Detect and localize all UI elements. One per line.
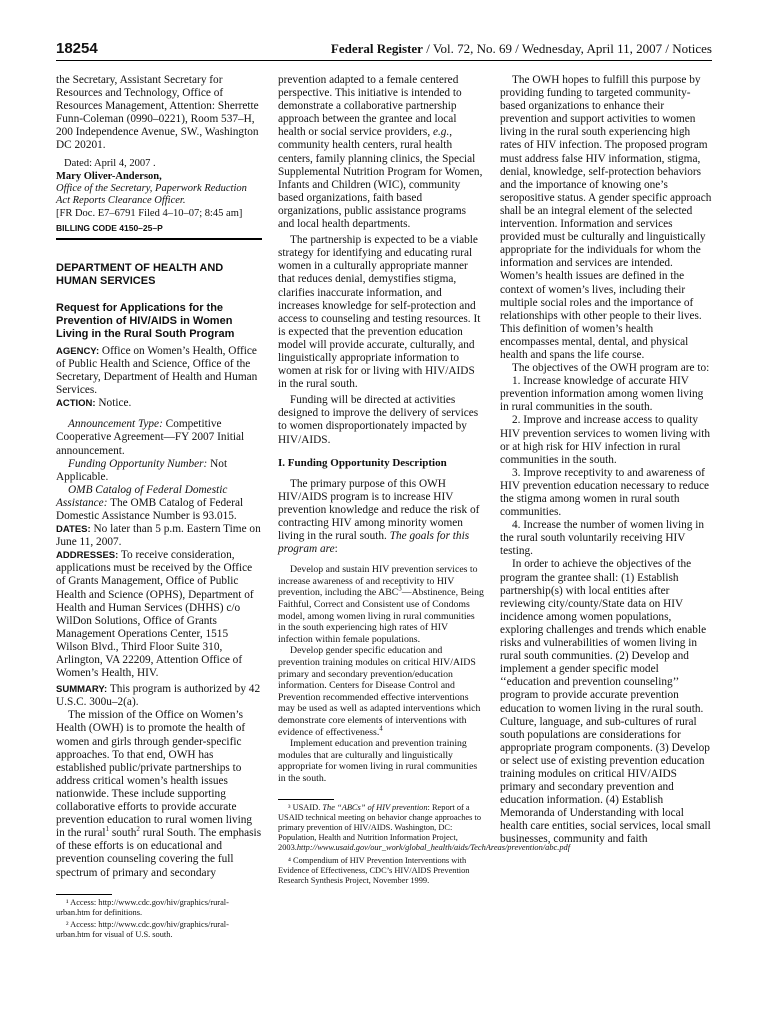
running-head-title: Federal Register	[330, 41, 423, 56]
goal-1-text-b: —Abstinence, Being Faithful, Correct and Consistent use of Condoms model, among women living in rural communities in the south experiencing high rates of HIV infection within female populations.	[278, 587, 484, 645]
objectives-intro: The objectives of the OWH program are to:	[512, 362, 710, 375]
running-head-rest: / Vol. 72, No. 69 / Wednesday, April 11, 2007 / Notices	[422, 41, 712, 56]
continuation-text: prevention adapted to a female centered perspective. This initiative is intended to demonstrate a collaborative partnership approach between the grantee and local health or social service providers,	[278, 74, 462, 139]
objective-2: 2. Improve and increase access to quality HIV prevention services to women living with or at high risk for HIV infection in rural communities in the south.	[500, 414, 711, 466]
agency-heading: DEPARTMENT OF HEALTH AND HUMAN SERVICES	[56, 261, 224, 287]
continuation-text: the Secretary, Assistant Secretary for Resources and Technology, Office of Resources Management, Attention: Sherrette Funn-Coleman (0990–0221), Room 537–H, 200 Independence Avenue, SW., Washington DC 20201.	[56, 74, 259, 152]
continuation-text-b: , community health centers, rural health centers, family planning clinics, the Special Supplemental Nutrition Program for Women, Infants and Children (WIC), community based organizations, faith based organizations, public assistance programs and local health departments.	[278, 126, 483, 231]
running-head	[331, 41, 712, 57]
omb-catalog-label: OMB Catalog of Federal Domestic Assistance:	[56, 483, 228, 509]
mission-paragraph	[56, 709, 262, 879]
footnote-1: ¹ Access: http://www.cdc.gov/hiv/graphics/rural-urban.htm for definitions.	[56, 897, 229, 917]
funding-opportunity-text: Not Applicable.	[56, 457, 228, 483]
footnote-2: ² Access: http://www.cdc.gov/hiv/graphics/rural-urban.htm for visual of U.S. south.	[56, 920, 229, 940]
goal-2	[278, 645, 484, 738]
funding-opportunity-label: Funding Opportunity Number:	[68, 457, 208, 470]
addresses-text: To receive consideration, applications must be received by the Office of Grants Management, Office of Public Health and Science (OPHS), Department of Health and Human Services (DHHS) c/o WilDon Solutions, Office of Grants Management Operations Center, 1515 Wilson Blvd., Third Floor Suite 310, Arlington, VA 22209, Attention Office of Women’s Health, HIV.	[56, 549, 254, 680]
goal-1-text-a: Develop and sustain HIV prevention services to increase awareness of and receptivity to HIV prevention, including the ABC	[278, 564, 478, 599]
summary-paragraph	[56, 683, 262, 709]
objective-1: 1. Increase knowledge of accurate HIV prevention information among women living in rural communities in the south.	[500, 375, 704, 414]
announcement-type-label: Announcement Type:	[68, 418, 163, 431]
page-number: 18254	[56, 40, 98, 57]
eg-text: e.g.	[432, 126, 450, 139]
signer-office: Office of the Secretary, Paperwork Reduction Act Reports Clearance Officer.	[56, 182, 247, 206]
addresses-paragraph	[56, 549, 262, 680]
footnote-4: ⁴ Compendium of HIV Prevention Interventions with Evidence of Effectiveness, CDC’s HIV/AIDS Prevention Research Synthesis Project, November 1999.	[278, 855, 470, 885]
page-header	[56, 40, 712, 61]
footnote-3	[278, 802, 571, 854]
action-text: Notice.	[95, 397, 132, 410]
agency-paragraph	[56, 345, 262, 397]
objective-4: 4. Increase the number of women living in the rural south voluntarily receiving HIV testing.	[500, 519, 704, 558]
signature-block	[56, 157, 262, 240]
summary-label: SUMMARY:	[56, 684, 108, 696]
action-paragraph	[56, 397, 262, 410]
column-2	[278, 74, 571, 886]
addresses-label: ADDRESSES:	[56, 550, 119, 562]
footnote-3-text-b: : Report of a USAID technical meeting on behavior change approaches to primary prevention of HIV/AIDS. Washington, DC: Population, Health and Nutrition Information Project, 2003.	[278, 802, 482, 853]
goal-3: Implement education and prevention training modules that are culturally and linguistically appropriate for women living in rural communities in the south.	[278, 738, 478, 784]
omb-catalog-text: The OMB Catalog of Federal Domestic Assistance Number is 93.015.	[56, 496, 244, 522]
footnote-divider	[278, 799, 334, 800]
goal-1	[278, 564, 484, 645]
purpose-colon: :	[334, 543, 338, 556]
footnote-ref-3[interactable]: 3	[398, 585, 402, 594]
column-3	[500, 74, 712, 847]
achieve-paragraph: In order to achieve the objectives of the program the grantee shall: (1) Establish partnership(s) with local entities after reviewing city/county/State data on HIV incidence among women populations, exploring challenges and trends which enable risks and vulnerabilities of women living in rural south communities. (2) Develop and implement a gender specific model ‘‘education and prevention counseling’’ program to provide accurate prevention education to women living in the rural south. Culture, language, and sub-cultures of rural south populations are considerations for appropriate program components. (3) Develop or select use of existing prevention education training modules on critical HIV/AIDS primary and secondary prevention and education information. (4) Establish Memoranda of Understanding with local health care entities, social services, local small businesses, community and faith	[500, 558, 711, 846]
action-label: ACTION:	[56, 398, 96, 410]
agency-text: Office on Women’s Health, Office of Public Health and Science, Office of the Secretary, Department of Health and Human Services.	[56, 344, 258, 397]
continuation-paragraph	[278, 74, 484, 231]
dates-paragraph	[56, 523, 262, 549]
objective-3: 3. Improve receptivity to and awareness of HIV prevention education necessary to reduce the stigma among women in rural south communities.	[500, 466, 710, 519]
purpose-paragraph	[278, 478, 484, 557]
dates-text: No later than 5 p.m. Eastern Time on June 11, 2007.	[56, 523, 261, 549]
footnote-ref-2[interactable]: 2	[136, 825, 140, 834]
footnote-ref-4[interactable]: 4	[379, 724, 383, 733]
signer-name: Mary Oliver-Anderson,	[56, 170, 162, 182]
funding-paragraph: Funding will be directed at activities designed to improve the delivery of services to women disproportionately impacted by HIV/AIDS.	[278, 394, 479, 446]
summary-text: This program is authorized by 42 U.S.C. 300u–2(a).	[56, 683, 261, 709]
billing-code: BILLING CODE 4150–25–P	[56, 222, 262, 240]
footnote-ref-1[interactable]: 1	[105, 825, 110, 834]
mission-text-a: The mission of the Office on Women’s Health (OWH) is to promote the health of women and girls through gender-specific approaches. To that end, OWH has established public/private partnerships to address critical women’s health issues nationwide. These include supporting collaborative efforts to provide accurate prevention education to rural women living in the rural	[56, 709, 253, 840]
mission-text-b: south	[109, 827, 137, 840]
footnote-divider	[56, 894, 112, 895]
mission-text-c: rural South. The emphasis of these efforts is on educational and prevention counseling covering the full spectrum of primary and secondary	[56, 827, 262, 879]
purpose-goals: The goals for this program are	[278, 530, 470, 556]
document-title: Request for Applications for the Prevention of HIV/AIDS in Women Living in the Rural South Program	[56, 301, 235, 340]
dated-line: Dated: April 4, 2007 .	[64, 157, 156, 169]
agency-label: AGENCY:	[56, 345, 100, 357]
dates-label: DATES:	[56, 524, 91, 536]
announcement-type	[56, 418, 262, 457]
footnote-3-url[interactable]: http://www.usaid.gov/our_work/global_health/aids/TechAreas/prevention/abc.pdf	[296, 843, 571, 853]
goal-2-text: Develop gender specific education and prevention training modules on critical HIV/AIDS primary and secondary prevention/education information. Centers for Disease Control and Prevention recommended effective interventions may be used as well as adapted interventions which demonstrate core elements of interventions with evidence of effectiveness.	[278, 645, 481, 738]
section-heading: I. Funding Opportunity Description	[278, 456, 447, 469]
footnote-3-title: The “ABCs” of HIV prevention	[322, 802, 428, 812]
omb-catalog	[56, 484, 262, 523]
announcement-type-text: Competitive Cooperative Agreement—FY 2007 Initial announcement.	[56, 418, 245, 457]
hope-paragraph: The OWH hopes to fulfill this purpose by providing funding to targeted community-based organizations to enhance their prevention and support activities to women living in the rural south experiencing high rates of HIV infection. The proposed program must address false HIV information, stigma, denial, knowledge, self-protection behaviors and the importance of knowing one’s seropositive status. A gender specific approach shall be an integral element of the selected intervention. Information and services provided must be culturally and linguistically appropriate for the individuals for whom the information and services are intended. Women’s health issues are defined in the context of women’s lives, including their multiple social roles and the importance of relationships with other people to their lives. This definition of women’s health encompasses mental, dental, and physical health and spans the life course.	[500, 74, 712, 361]
partnership-paragraph: The partnership is expected to be a viable strategy for identifying and educating rural women in a culturally appropriate manner that reduces denial, demystifies stigma, clarifies inaccurate information, and increases knowledge for self-protection and access to counseling and testing resources. It is expected that the prevention education model will provide accurate, culturally, and linguistically appropriate information to women at risk for or living with HIV/AIDS in the rural south.	[278, 234, 481, 391]
column-1	[56, 74, 262, 940]
purpose-text: The primary purpose of this OWH HIV/AIDS program is to increase HIV prevention knowledge and reduce the risk of contracting HIV among minority women living in the rural south.	[278, 477, 480, 543]
funding-opportunity	[56, 458, 262, 484]
fr-doc-line: [FR Doc. E7–6791 Filed 4–10–07; 8:45 am]	[56, 207, 243, 219]
footnote-3-text-a: ³ USAID.	[288, 802, 323, 812]
